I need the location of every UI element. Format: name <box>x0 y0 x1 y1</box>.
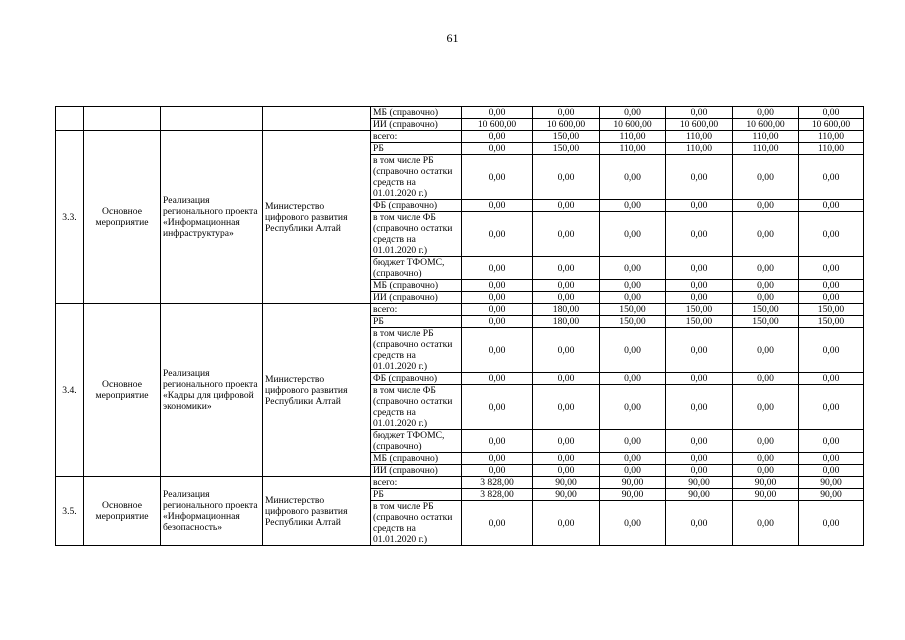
amount-cell: 0,00 <box>733 155 799 200</box>
amount-cell: 180,00 <box>533 316 600 328</box>
amount-cell: 110,00 <box>799 143 864 155</box>
amount-cell: 0,00 <box>799 107 864 119</box>
name-cell <box>161 107 263 131</box>
amount-cell: 0,00 <box>600 200 666 212</box>
amount-cell: 0,00 <box>799 465 864 477</box>
amount-cell: 150,00 <box>799 304 864 316</box>
amount-cell: 90,00 <box>666 489 733 501</box>
amount-cell: 0,00 <box>533 107 600 119</box>
amount-cell: 150,00 <box>533 131 600 143</box>
amount-cell: 0,00 <box>666 465 733 477</box>
funding-source-cell: ИИ (справочно) <box>371 292 462 304</box>
amount-cell: 0,00 <box>799 257 864 280</box>
amount-cell: 0,00 <box>462 131 533 143</box>
item-index: 3.4. <box>56 304 84 477</box>
amount-cell: 0,00 <box>600 292 666 304</box>
item-name: Реализация регионального проекта «Информационная безопасность» <box>161 477 263 546</box>
amount-cell: 90,00 <box>733 477 799 489</box>
amount-cell: 0,00 <box>666 257 733 280</box>
amount-cell: 150,00 <box>600 316 666 328</box>
funding-source-cell: МБ (справочно) <box>371 453 462 465</box>
amount-cell: 10 600,00 <box>600 119 666 131</box>
item-type: Основное мероприятие <box>84 477 161 546</box>
amount-cell: 0,00 <box>799 155 864 200</box>
amount-cell: 0,00 <box>533 453 600 465</box>
table-row <box>56 107 864 119</box>
amount-cell: 150,00 <box>733 304 799 316</box>
item-type: Основное мероприятие <box>84 131 161 304</box>
amount-cell: 0,00 <box>462 453 533 465</box>
amount-cell: 0,00 <box>799 292 864 304</box>
amount-cell: 0,00 <box>600 257 666 280</box>
amount-cell: 0,00 <box>462 257 533 280</box>
amount-cell: 0,00 <box>462 200 533 212</box>
amount-cell: 90,00 <box>799 477 864 489</box>
amount-cell: 0,00 <box>600 465 666 477</box>
amount-cell: 150,00 <box>533 143 600 155</box>
amount-cell: 0,00 <box>799 200 864 212</box>
item-name: Реализация регионального проекта «Кадры для цифровой экономики» <box>161 304 263 477</box>
amount-cell: 0,00 <box>462 304 533 316</box>
amount-cell: 0,00 <box>600 107 666 119</box>
item-executor: Министерство цифрового развития Республики Алтай <box>263 131 371 304</box>
amount-cell: 0,00 <box>666 292 733 304</box>
amount-cell: 0,00 <box>462 430 533 453</box>
item-index: 3.3. <box>56 131 84 304</box>
amount-cell: 0,00 <box>533 280 600 292</box>
funding-source-cell: РБ <box>371 143 462 155</box>
amount-cell: 0,00 <box>533 501 600 546</box>
amount-cell: 0,00 <box>666 155 733 200</box>
amount-cell: 0,00 <box>600 373 666 385</box>
amount-cell: 110,00 <box>799 131 864 143</box>
funding-source-cell: в том числе РБ (справочно остатки средств на 01.01.2020 г.) <box>371 501 462 546</box>
amount-cell: 0,00 <box>533 465 600 477</box>
amount-cell: 0,00 <box>799 212 864 257</box>
amount-cell: 180,00 <box>533 304 600 316</box>
amount-cell: 110,00 <box>666 143 733 155</box>
funding-source-cell: в том числе РБ (справочно остатки средств на 01.01.2020 г.) <box>371 328 462 373</box>
amount-cell: 0,00 <box>799 328 864 373</box>
funding-source-cell: в том числе ФБ (справочно остатки средств на 01.01.2020 г.) <box>371 212 462 257</box>
table-row <box>56 477 864 489</box>
amount-cell: 150,00 <box>666 316 733 328</box>
table-row <box>56 304 864 316</box>
amount-cell: 110,00 <box>733 131 799 143</box>
amount-cell: 0,00 <box>533 257 600 280</box>
amount-cell: 150,00 <box>666 304 733 316</box>
amount-cell: 0,00 <box>733 328 799 373</box>
amount-cell: 0,00 <box>733 107 799 119</box>
amount-cell: 0,00 <box>462 373 533 385</box>
amount-cell: 0,00 <box>533 373 600 385</box>
amount-cell: 0,00 <box>462 107 533 119</box>
funding-source-cell: РБ <box>371 489 462 501</box>
amount-cell: 0,00 <box>462 143 533 155</box>
funding-source-cell: ФБ (справочно) <box>371 200 462 212</box>
amount-cell: 0,00 <box>462 292 533 304</box>
item-index: 3.5. <box>56 477 84 546</box>
budget-table <box>55 106 864 546</box>
amount-cell: 0,00 <box>799 430 864 453</box>
amount-cell: 0,00 <box>533 155 600 200</box>
funding-source-cell: МБ (справочно) <box>371 280 462 292</box>
amount-cell: 0,00 <box>666 385 733 430</box>
funding-source-cell: РБ <box>371 316 462 328</box>
amount-cell: 0,00 <box>600 385 666 430</box>
amount-cell: 0,00 <box>462 212 533 257</box>
amount-cell: 3 828,00 <box>462 489 533 501</box>
amount-cell: 90,00 <box>600 477 666 489</box>
amount-cell: 0,00 <box>666 212 733 257</box>
amount-cell: 90,00 <box>799 489 864 501</box>
amount-cell: 0,00 <box>666 107 733 119</box>
amount-cell: 0,00 <box>533 430 600 453</box>
amount-cell: 10 600,00 <box>462 119 533 131</box>
amount-cell: 0,00 <box>462 155 533 200</box>
amount-cell: 0,00 <box>666 200 733 212</box>
funding-source-cell: ИИ (справочно) <box>371 119 462 131</box>
amount-cell: 90,00 <box>733 489 799 501</box>
amount-cell: 0,00 <box>733 373 799 385</box>
page-number: 61 <box>446 31 459 45</box>
amount-cell: 0,00 <box>799 373 864 385</box>
amount-cell: 150,00 <box>733 316 799 328</box>
amount-cell: 0,00 <box>533 200 600 212</box>
amount-cell: 0,00 <box>462 501 533 546</box>
funding-source-cell: бюджет ТФОМС, (справочно) <box>371 430 462 453</box>
type-cell <box>84 107 161 131</box>
amount-cell: 10 600,00 <box>666 119 733 131</box>
amount-cell: 0,00 <box>462 316 533 328</box>
amount-cell: 0,00 <box>462 280 533 292</box>
amount-cell: 10 600,00 <box>799 119 864 131</box>
funding-source-cell: МБ (справочно) <box>371 107 462 119</box>
amount-cell: 0,00 <box>733 280 799 292</box>
amount-cell: 90,00 <box>600 489 666 501</box>
funding-source-cell: бюджет ТФОМС, (справочно) <box>371 257 462 280</box>
amount-cell: 0,00 <box>600 501 666 546</box>
amount-cell: 90,00 <box>533 477 600 489</box>
amount-cell: 3 828,00 <box>462 477 533 489</box>
amount-cell: 0,00 <box>533 328 600 373</box>
amount-cell: 150,00 <box>600 304 666 316</box>
amount-cell: 0,00 <box>600 453 666 465</box>
amount-cell: 0,00 <box>799 453 864 465</box>
amount-cell: 0,00 <box>666 373 733 385</box>
amount-cell: 0,00 <box>600 280 666 292</box>
amount-cell: 0,00 <box>600 328 666 373</box>
amount-cell: 0,00 <box>666 501 733 546</box>
amount-cell: 110,00 <box>600 131 666 143</box>
item-executor: Министерство цифрового развития Республики Алтай <box>263 304 371 477</box>
funding-source-cell: всего: <box>371 131 462 143</box>
table-row <box>56 131 864 143</box>
amount-cell: 90,00 <box>666 477 733 489</box>
amount-cell: 0,00 <box>799 280 864 292</box>
amount-cell: 0,00 <box>733 430 799 453</box>
funding-source-cell: всего: <box>371 477 462 489</box>
amount-cell: 0,00 <box>666 280 733 292</box>
amount-cell: 0,00 <box>533 212 600 257</box>
funding-source-cell: всего: <box>371 304 462 316</box>
amount-cell: 10 600,00 <box>733 119 799 131</box>
funding-source-cell: в том числе ФБ (справочно остатки средств на 01.01.2020 г.) <box>371 385 462 430</box>
amount-cell: 0,00 <box>733 385 799 430</box>
amount-cell: 0,00 <box>600 430 666 453</box>
amount-cell: 0,00 <box>733 257 799 280</box>
amount-cell: 0,00 <box>533 292 600 304</box>
amount-cell: 0,00 <box>733 453 799 465</box>
amount-cell: 0,00 <box>666 453 733 465</box>
executor-cell <box>263 107 371 131</box>
amount-cell: 0,00 <box>733 292 799 304</box>
amount-cell: 90,00 <box>533 489 600 501</box>
amount-cell: 0,00 <box>462 328 533 373</box>
amount-cell: 150,00 <box>799 316 864 328</box>
amount-cell: 110,00 <box>666 131 733 143</box>
amount-cell: 110,00 <box>733 143 799 155</box>
item-type: Основное мероприятие <box>84 304 161 477</box>
amount-cell: 0,00 <box>799 385 864 430</box>
item-executor: Министерство цифрового развития Республики Алтай <box>263 477 371 546</box>
amount-cell: 0,00 <box>600 212 666 257</box>
amount-cell: 0,00 <box>666 430 733 453</box>
amount-cell: 0,00 <box>733 465 799 477</box>
amount-cell: 0,00 <box>600 155 666 200</box>
amount-cell: 0,00 <box>733 200 799 212</box>
amount-cell: 0,00 <box>733 212 799 257</box>
amount-cell: 0,00 <box>799 501 864 546</box>
amount-cell: 110,00 <box>600 143 666 155</box>
amount-cell: 0,00 <box>462 465 533 477</box>
funding-source-cell: ИИ (справочно) <box>371 465 462 477</box>
amount-cell: 10 600,00 <box>533 119 600 131</box>
amount-cell: 0,00 <box>666 328 733 373</box>
amount-cell: 0,00 <box>533 385 600 430</box>
item-name: Реализация регионального проекта «Информационная инфраструктура» <box>161 131 263 304</box>
amount-cell: 0,00 <box>733 501 799 546</box>
funding-source-cell: ФБ (справочно) <box>371 373 462 385</box>
index-cell <box>56 107 84 131</box>
amount-cell: 0,00 <box>462 385 533 430</box>
funding-source-cell: в том числе РБ (справочно остатки средств на 01.01.2020 г.) <box>371 155 462 200</box>
